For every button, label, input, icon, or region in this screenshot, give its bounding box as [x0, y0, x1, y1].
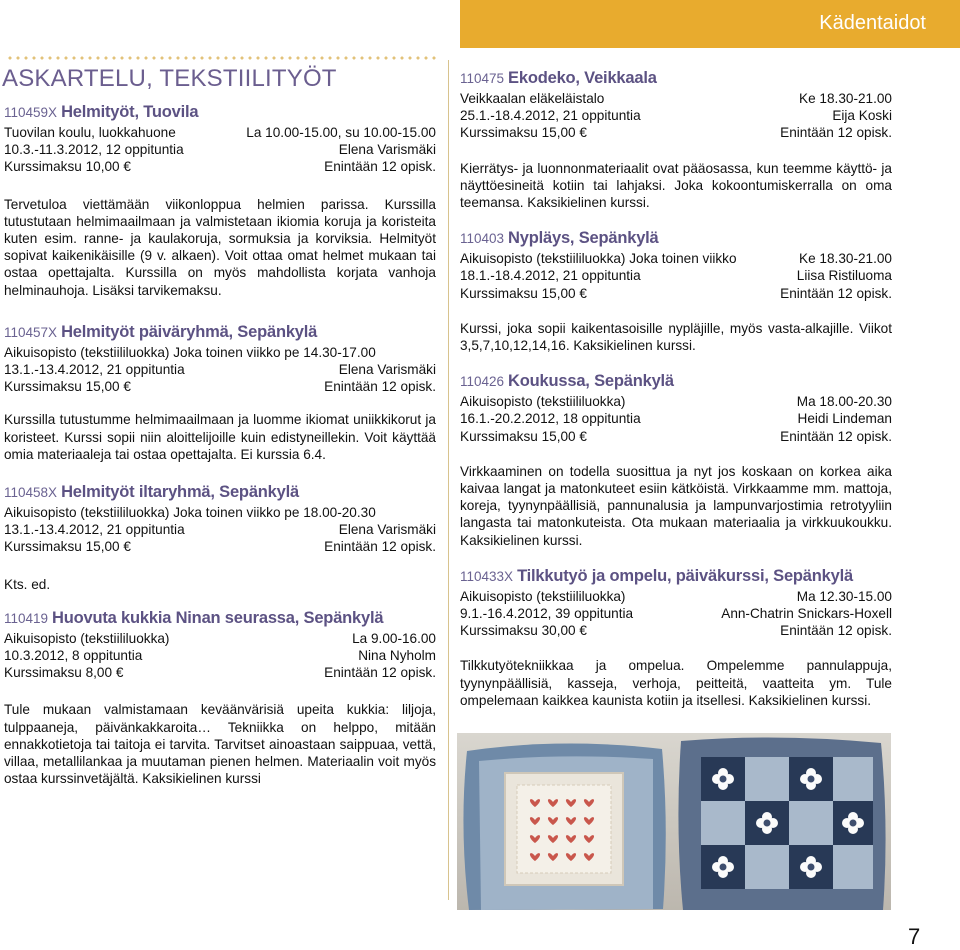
course-name: Huovuta kukkia Ninan seurassa, Sepänkylä: [52, 608, 384, 627]
info-right: Heidi Lindeman: [797, 411, 892, 427]
section-header-bar: [460, 0, 960, 48]
pillows-photo: [457, 733, 891, 910]
course-info-row: [460, 124, 892, 141]
course-info-row: [460, 588, 892, 605]
course-110458X: [4, 483, 436, 593]
right-column: [460, 69, 892, 722]
info-left: Aikuisopisto (tekstiililuokka) Joka toinen viikko pe 14.30-17.00: [4, 344, 376, 360]
info-right: Elena Varismäki: [338, 362, 436, 378]
info-left: Aikuisopisto (tekstiililuokka): [460, 588, 626, 604]
course-info-row: [4, 141, 436, 158]
course-description: Kierrätys- ja luonnonmateriaalit ovat pääosassa, kun teemme käyttö- ja näyttöesineitä kotiin tai lahjaksi. Joka kokoontumiskerralla on oma teemansa. Kaksikielinen kurssi.: [460, 160, 892, 211]
course-description: Tule mukaan valmistamaan keväänvärisiä upeita kukkia: liljoja, tulppaaneja, päivänkakkaroita… Tekniikka on helppo, mitään ennakkotietoja tai taitoja ei tarvita. Tarvitset ainoastaan saippuaa, vettä, villaa, metallilankaa ja muutaman pienen helmen. Materiaalin voit myös ostaa kurssinvetäjältä. Kaksikielinen kurssi: [4, 702, 436, 787]
info-left: Tuovilan koulu, luokkahuone: [4, 125, 176, 140]
course-info-row: [4, 378, 436, 395]
course-code: 110459X: [4, 105, 58, 120]
info-right: Eija Koski: [832, 108, 892, 124]
course-code: 110475: [460, 71, 505, 86]
info-right: Elena Varismäki: [338, 522, 436, 538]
info-right: Elena Varismäki: [338, 142, 436, 158]
page-number: 7: [908, 924, 921, 949]
info-left: 13.1.-13.4.2012, 21 oppituntia: [4, 522, 185, 538]
course-title: [460, 69, 892, 88]
left-column: [4, 103, 436, 800]
course-code: 110419: [4, 610, 49, 626]
info-left: Kurssimaksu 10,00 €: [4, 159, 131, 175]
course-title: [4, 609, 436, 628]
column-divider: [448, 60, 449, 900]
course-title: [460, 372, 892, 391]
course-110433X: [460, 567, 892, 709]
info-right: Nina Nyholm: [358, 648, 436, 664]
course-110475: [460, 69, 892, 211]
info-left: Kurssimaksu 8,00 €: [4, 665, 124, 681]
course-info-row: [460, 622, 892, 639]
info-left: Kurssimaksu 15,00 €: [4, 379, 131, 395]
course-info-row: [460, 267, 892, 284]
course-note: Kts. ed.: [4, 576, 51, 592]
course-110403: [460, 229, 892, 354]
course-110457X: [4, 323, 436, 463]
info-right: La 10.00-15.00, su 10.00-15.00: [246, 125, 436, 140]
info-right: Liisa Ristiluoma: [796, 268, 892, 284]
info-left: Aikuisopisto (tekstiililuokka): [4, 630, 170, 646]
course-name: Helmityöt päiväryhmä, Sepänkylä: [61, 322, 318, 341]
info-right: Ann-Chatrin Snickars-Hoxell: [721, 606, 892, 622]
course-title: [460, 229, 892, 248]
course-info-row: [4, 521, 436, 538]
info-left: 9.1.-16.4.2012, 39 oppituntia: [460, 606, 634, 622]
course-info-row: [4, 124, 436, 141]
course-info-row: [4, 158, 436, 175]
pillows-illustration: [457, 733, 891, 910]
course-info-row: [4, 630, 436, 647]
course-info-row: [4, 361, 436, 378]
course-title: [4, 483, 436, 502]
info-right: Enintään 12 opisk.: [780, 125, 892, 141]
course-name: Ekodeko, Veikkaala: [508, 69, 657, 87]
info-right: Enintään 12 opisk.: [780, 428, 892, 444]
course-info-row: [460, 250, 892, 267]
info-right: Enintään 12 opisk.: [324, 539, 436, 555]
info-left: 16.1.-20.2.2012, 18 oppituntia: [460, 411, 641, 427]
info-left: 10.3.2012, 8 oppituntia: [4, 648, 143, 664]
course-code: 110433X: [460, 568, 514, 584]
course-title: [460, 567, 892, 586]
info-left: Kurssimaksu 15,00 €: [460, 125, 587, 141]
course-info-row: [460, 90, 892, 107]
info-left: Kurssimaksu 30,00 €: [460, 623, 587, 639]
course-info-row: [460, 428, 892, 445]
course-110459X: [4, 103, 436, 299]
course-110426: [460, 372, 892, 549]
course-code: 110458X: [4, 485, 58, 501]
course-info-row: [460, 285, 892, 302]
section-title: ASKARTELU, TEKSTIILITYÖT: [2, 65, 337, 92]
info-left: Veikkaalan eläkeläistalo: [460, 91, 605, 106]
info-left: Aikuisopisto (tekstiililuokka) Joka toinen viikko pe 18.00-20.30: [4, 505, 376, 521]
info-left: Aikuisopisto (tekstiililuokka) Joka toinen viikko: [460, 251, 737, 267]
course-info-row: [4, 504, 436, 521]
course-info-row: [4, 664, 436, 681]
course-description: Kurssilla tutustumme helmimaailmaan ja luomme ikiomat uniikkikorut ja koristeet. Kurssi sopii niin aloittelijoille kuin edistyneillekin. Voit käyttää omia materiaaleja tai ostaa opettajalta. Ei kurssia 6.4.: [4, 412, 436, 462]
info-left: Kurssimaksu 15,00 €: [460, 428, 587, 444]
course-code: 110403: [460, 231, 505, 247]
info-right: Enintään 12 opisk.: [780, 285, 892, 301]
info-left: 18.1.-18.4.2012, 21 oppituntia: [460, 268, 641, 284]
info-right: La 9.00-16.00: [352, 630, 436, 646]
course-title: [4, 103, 436, 122]
course-name: Helmityöt, Tuovila: [61, 103, 199, 121]
course-110419: [4, 609, 436, 788]
course-code: 110426: [460, 374, 505, 390]
info-right: Ke 18.30-21.00: [799, 251, 892, 267]
info-right: Enintään 12 opisk.: [780, 623, 892, 639]
course-description: Tilkkutyötekniikkaa ja ompelua. Ompelemme pannulappuja, tyynynpäällisiä, kasseja, verhoja, peitteitä, vaatteita ym. Tule ompelemaan kaikkea kaunista kotiin ja itsellesi. Kaksikielinen kurssi.: [460, 658, 892, 708]
course-info-row: [4, 538, 436, 555]
course-description: Virkkaaminen on todella suosittua ja nyt jos koskaan on korkea aika kaivaa langat ja matonkuteet esiin kätköistä. Virkkaamme mm. mattoja, koreja, tyynynpäällisiä, pannunalusia ja lampunvarjostimia retrotyyliin langasta tai matonkuteista. Ota mukaan materiaalia ja virkkuukoukku. Kaksikielinen kurssi.: [460, 463, 892, 548]
section-label: Kädentaidot: [819, 12, 926, 34]
info-right: Enintään 12 opisk.: [324, 665, 436, 681]
course-name: Helmityöt iltaryhmä, Sepänkylä: [61, 483, 299, 502]
course-name: Tilkkutyö ja ompelu, päiväkurssi, Sepänkylä: [517, 566, 853, 585]
course-info-row: [460, 605, 892, 622]
info-right: Enintään 12 opisk.: [324, 379, 436, 395]
course-info-row: [460, 107, 892, 124]
course-info-row: [4, 344, 436, 361]
info-right: Ma 18.00-20.30: [796, 394, 892, 410]
course-description: Tervetuloa viettämään viikonloppua helmien parissa. Kurssilla tutustutaan helmimaailmaan ja valmistetaan ikiomia koruja ja koristeita kuten esim. ranne- ja kaulakoruja, sormuksia ja korviksia. Helmityöt sopivat kaikenikäisille (9 v. alkaen). Voit ottaa omat helmet mukaan tai ostaa opettajalta. Kurssilla on myös mahdollista korjata vanhoja helminauhoja. Lisäksi tarvikemaksu.: [4, 196, 436, 298]
info-left: 13.1.-13.4.2012, 21 oppituntia: [4, 362, 185, 378]
course-info-row: [460, 393, 892, 410]
course-info-row: [460, 410, 892, 427]
course-code: 110457X: [4, 324, 58, 340]
info-left: 10.3.-11.3.2012, 12 oppituntia: [4, 142, 184, 158]
info-left: Kurssimaksu 15,00 €: [4, 539, 131, 555]
course-name: Nypläys, Sepänkylä: [508, 229, 659, 248]
info-right: Ma 12.30-15.00: [796, 588, 892, 604]
info-left: Kurssimaksu 15,00 €: [460, 285, 587, 301]
info-right: Enintään 12 opisk.: [324, 159, 436, 175]
info-left: Aikuisopisto (tekstiililuokka): [460, 394, 626, 410]
course-title: [4, 323, 436, 342]
course-info-row: [4, 647, 436, 664]
course-description: Kurssi, joka sopii kaikentasoisille nypläjille, myös vasta-alkajille. Viikot 3,5,7,10,12,14,16. Kaksikielinen kurssi.: [460, 320, 892, 354]
dotted-divider: [6, 55, 440, 61]
course-name: Koukussa, Sepänkylä: [508, 372, 674, 391]
info-left: 25.1.-18.4.2012, 21 oppituntia: [460, 108, 641, 124]
info-right: Ke 18.30-21.00: [799, 91, 892, 106]
